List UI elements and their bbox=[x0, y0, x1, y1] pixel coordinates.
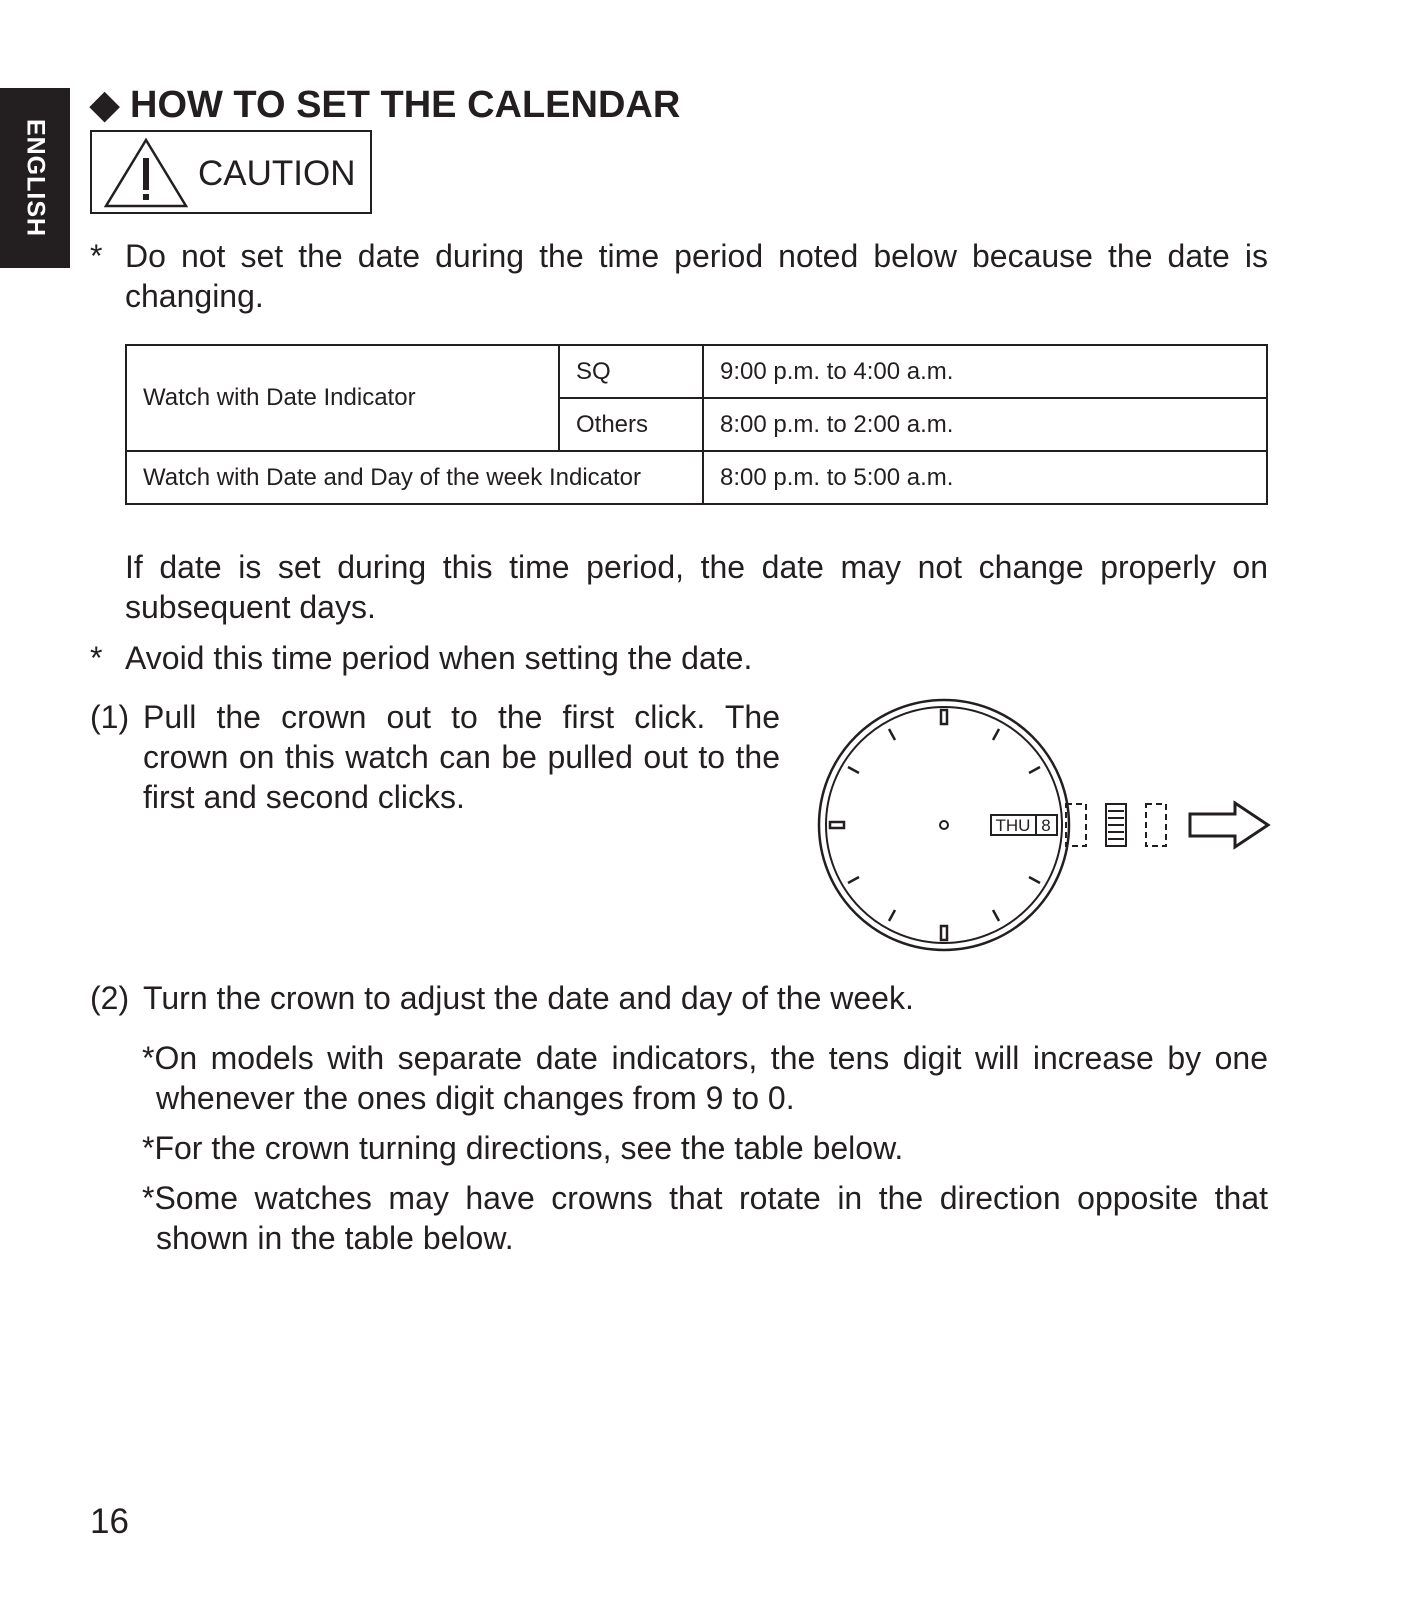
note-item bbox=[142, 1128, 1268, 1168]
table-cell-period: 9:00 p.m. to 4:00 a.m. bbox=[703, 345, 1267, 398]
step-text: Pull the crown out to the first click. The crown on this watch can be pulled out to the first and second clicks. bbox=[143, 699, 780, 815]
caution-box bbox=[90, 130, 372, 214]
time-period-table bbox=[125, 344, 1268, 505]
watch-diagram bbox=[800, 690, 1280, 960]
table-cell-label: Watch with Date and Day of the week Indicator bbox=[126, 451, 703, 504]
note-text: *Some watches may have crowns that rotate in the direction opposite that shown in the table below. bbox=[142, 1180, 1268, 1256]
table-cell-period: 8:00 p.m. to 2:00 a.m. bbox=[703, 398, 1267, 451]
section-title bbox=[90, 82, 680, 127]
warning-triangle-icon bbox=[100, 136, 192, 210]
step-number: (1) bbox=[90, 699, 130, 735]
bullet-marker: * bbox=[90, 238, 103, 274]
table-row bbox=[126, 345, 1267, 398]
caution-label: CAUTION bbox=[198, 154, 356, 193]
table-cell-type: Others bbox=[559, 398, 703, 451]
after-table-text: If date is set during this time period, the date may not change properly on subsequent days. bbox=[125, 549, 1268, 625]
step-text: Turn the crown to adjust the date and day of the week. bbox=[143, 980, 914, 1016]
note-item bbox=[142, 1038, 1268, 1118]
intro-text: Do not set the date during the time period noted below because the date is changing. bbox=[125, 238, 1268, 314]
note-text: *On models with separate date indicators, the tens digit will increase by one whenever the ones digit changes from 9 to 0. bbox=[142, 1040, 1268, 1116]
note-text: *For the crown turning directions, see the table below. bbox=[142, 1130, 904, 1166]
bullet-marker: * bbox=[90, 640, 103, 676]
page-number: 16 bbox=[90, 1502, 129, 1541]
day-label: THU bbox=[995, 816, 1031, 835]
table-cell-type: SQ bbox=[559, 345, 703, 398]
note-item bbox=[142, 1178, 1268, 1258]
language-tab bbox=[0, 88, 70, 268]
date-window bbox=[991, 815, 1057, 835]
date-label: 8 bbox=[1041, 816, 1051, 835]
crown-positions bbox=[1066, 804, 1166, 846]
table-cell-period: 8:00 p.m. to 5:00 a.m. bbox=[703, 451, 1267, 504]
pull-direction-arrow-icon bbox=[1190, 803, 1268, 847]
avoid-text: Avoid this time period when setting the date. bbox=[125, 640, 753, 676]
diamond-icon: ◆ bbox=[90, 84, 120, 126]
step-number: (2) bbox=[90, 980, 130, 1016]
language-label: ENGLISH bbox=[21, 118, 50, 238]
table-cell-label: Watch with Date Indicator bbox=[126, 345, 559, 451]
table-row bbox=[126, 451, 1267, 504]
section-title-text: HOW TO SET THE CALENDAR bbox=[130, 84, 681, 126]
